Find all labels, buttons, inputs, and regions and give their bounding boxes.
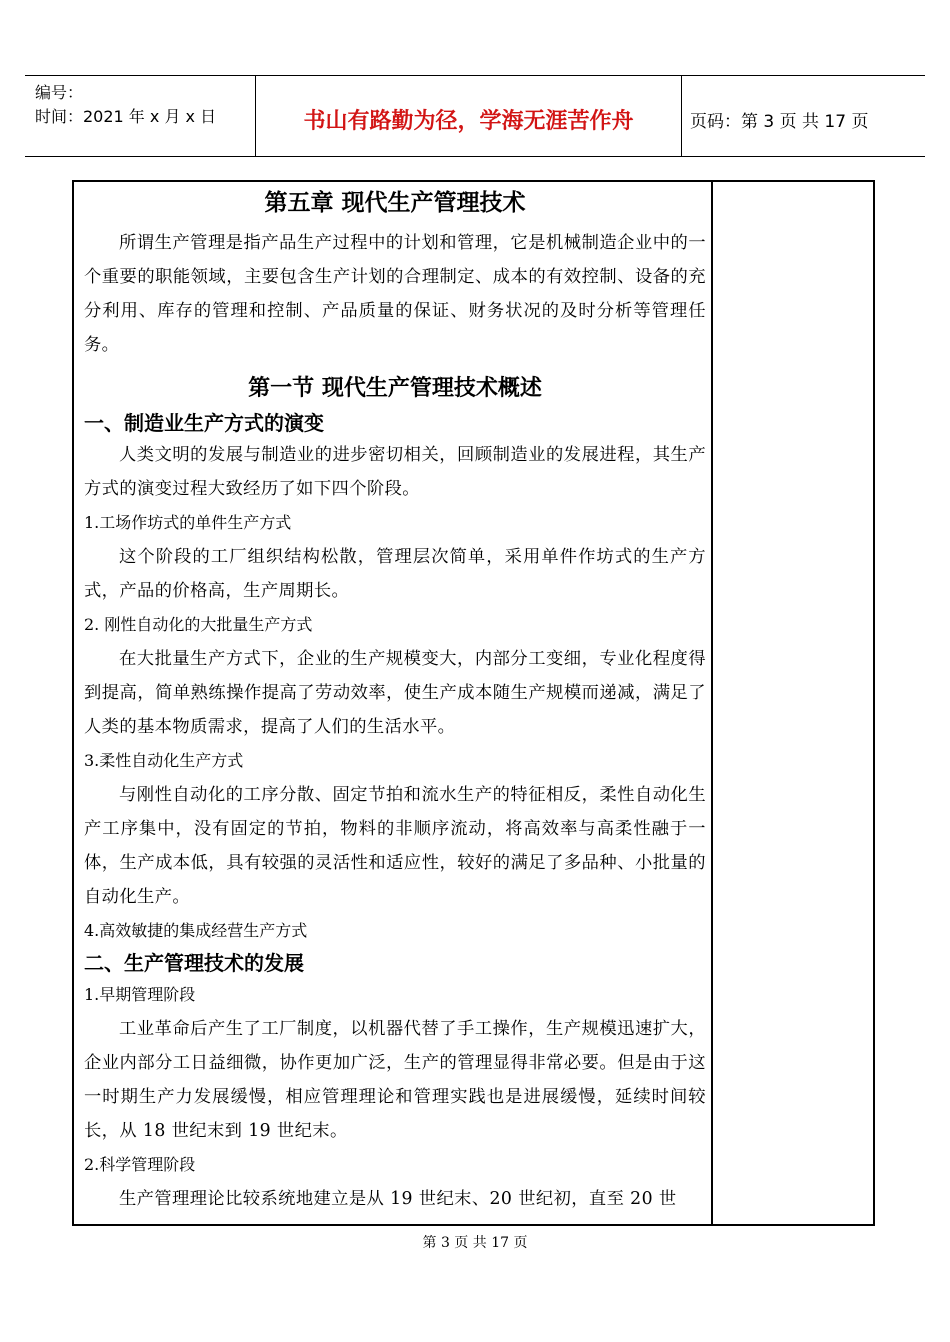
item-title-4: 4.高效敏捷的集成经营生产方式 [84,921,308,940]
item-title-3: 3.柔性自动化生产方式 [84,751,244,770]
header-motto: 书山有路勤为径，学海无涯苦作舟 [303,109,634,134]
page-footer [0,1232,950,1252]
time-label: 时间：2021 年 x 月 x 日 [35,107,217,126]
subsection-1-intro: 人类文明的发展与制造业的进步密切相关，回顾制造业的发展进程，其生产方式的演变过程大致经历了如下四个阶段。 [84,445,706,499]
header-page-label: 页码：第 3 页 共 17 页 [690,112,869,132]
item-title-5: 1.早期管理阶段 [84,985,196,1004]
item-title-6: 2.科学管理阶段 [84,1155,196,1174]
subsection-title-2: 二、生产管理技术的发展 [84,951,304,975]
column-divider [711,182,713,1224]
item-text-1: 这个阶段的工厂组织结构松散，管理层次简单，采用单件作坊式的生产方式，产品的价格高，生产周期长。 [84,547,706,601]
section-title: 第一节 现代生产管理技术概述 [248,376,542,401]
number-label: 编号： [35,83,84,102]
item-text-6: 生产管理理论比较系统地建立是从 19 世纪末、20 世纪初，直至 20 世 [119,1189,677,1209]
item-text-2: 在大批量生产方式下，企业的生产规模变大，内部分工变细，专业化程度得到提高，简单熟练操作提高了劳动效率，使生产成本随生产规模而递减，满足了人类的基本物质需求，提高了人们的生活水平。 [84,649,706,737]
item-title-2: 2. 刚性自动化的大批量生产方式 [84,615,313,634]
header-motto-cell [255,76,682,156]
subsection-title-1: 一、制造业生产方式的演变 [84,411,324,435]
item-text-5: 工业革命后产生了工厂制度，以机器代替了手工操作，生产规模迅速扩大，企业内部分工日益细微，协作更加广泛，生产的管理显得非常必要。但是由于这一时期生产力发展缓慢，相应管理理论和管理实践也是进展缓慢，延续时间较长，从 18 世纪末到 19 世纪末。 [84,1019,706,1141]
content-table [72,180,875,1226]
header-meta [25,76,255,156]
item-text-3: 与刚性自动化的工序分散、固定节拍和流水生产的特征相反，柔性自动化生产工序集中，没有固定的节拍，物料的非顺序流动，将高效率与高柔性融于一体，生产成本低，具有较强的灵活性和适应性，较好的满足了多品种、小批量的自动化生产。 [84,785,706,907]
intro-paragraph: 所谓生产管理是指产品生产过程中的计划和管理，它是机械制造企业中的一个重要的职能领域，主要包含生产计划的合理制定、成本的有效控制、设备的充分利用、库存的管理和控制、产品质量的保证、财务状况的及时分析等管理任务。 [84,233,706,355]
chapter-title: 第五章 现代生产管理技术 [264,190,526,216]
item-title-1: 1.工场作坊式的单件生产方式 [84,513,292,532]
footer-page-number: 第 3 页 共 17 页 [422,1235,528,1251]
header-page-cell [680,76,925,156]
document-header [25,75,925,157]
main-column [84,182,706,1216]
